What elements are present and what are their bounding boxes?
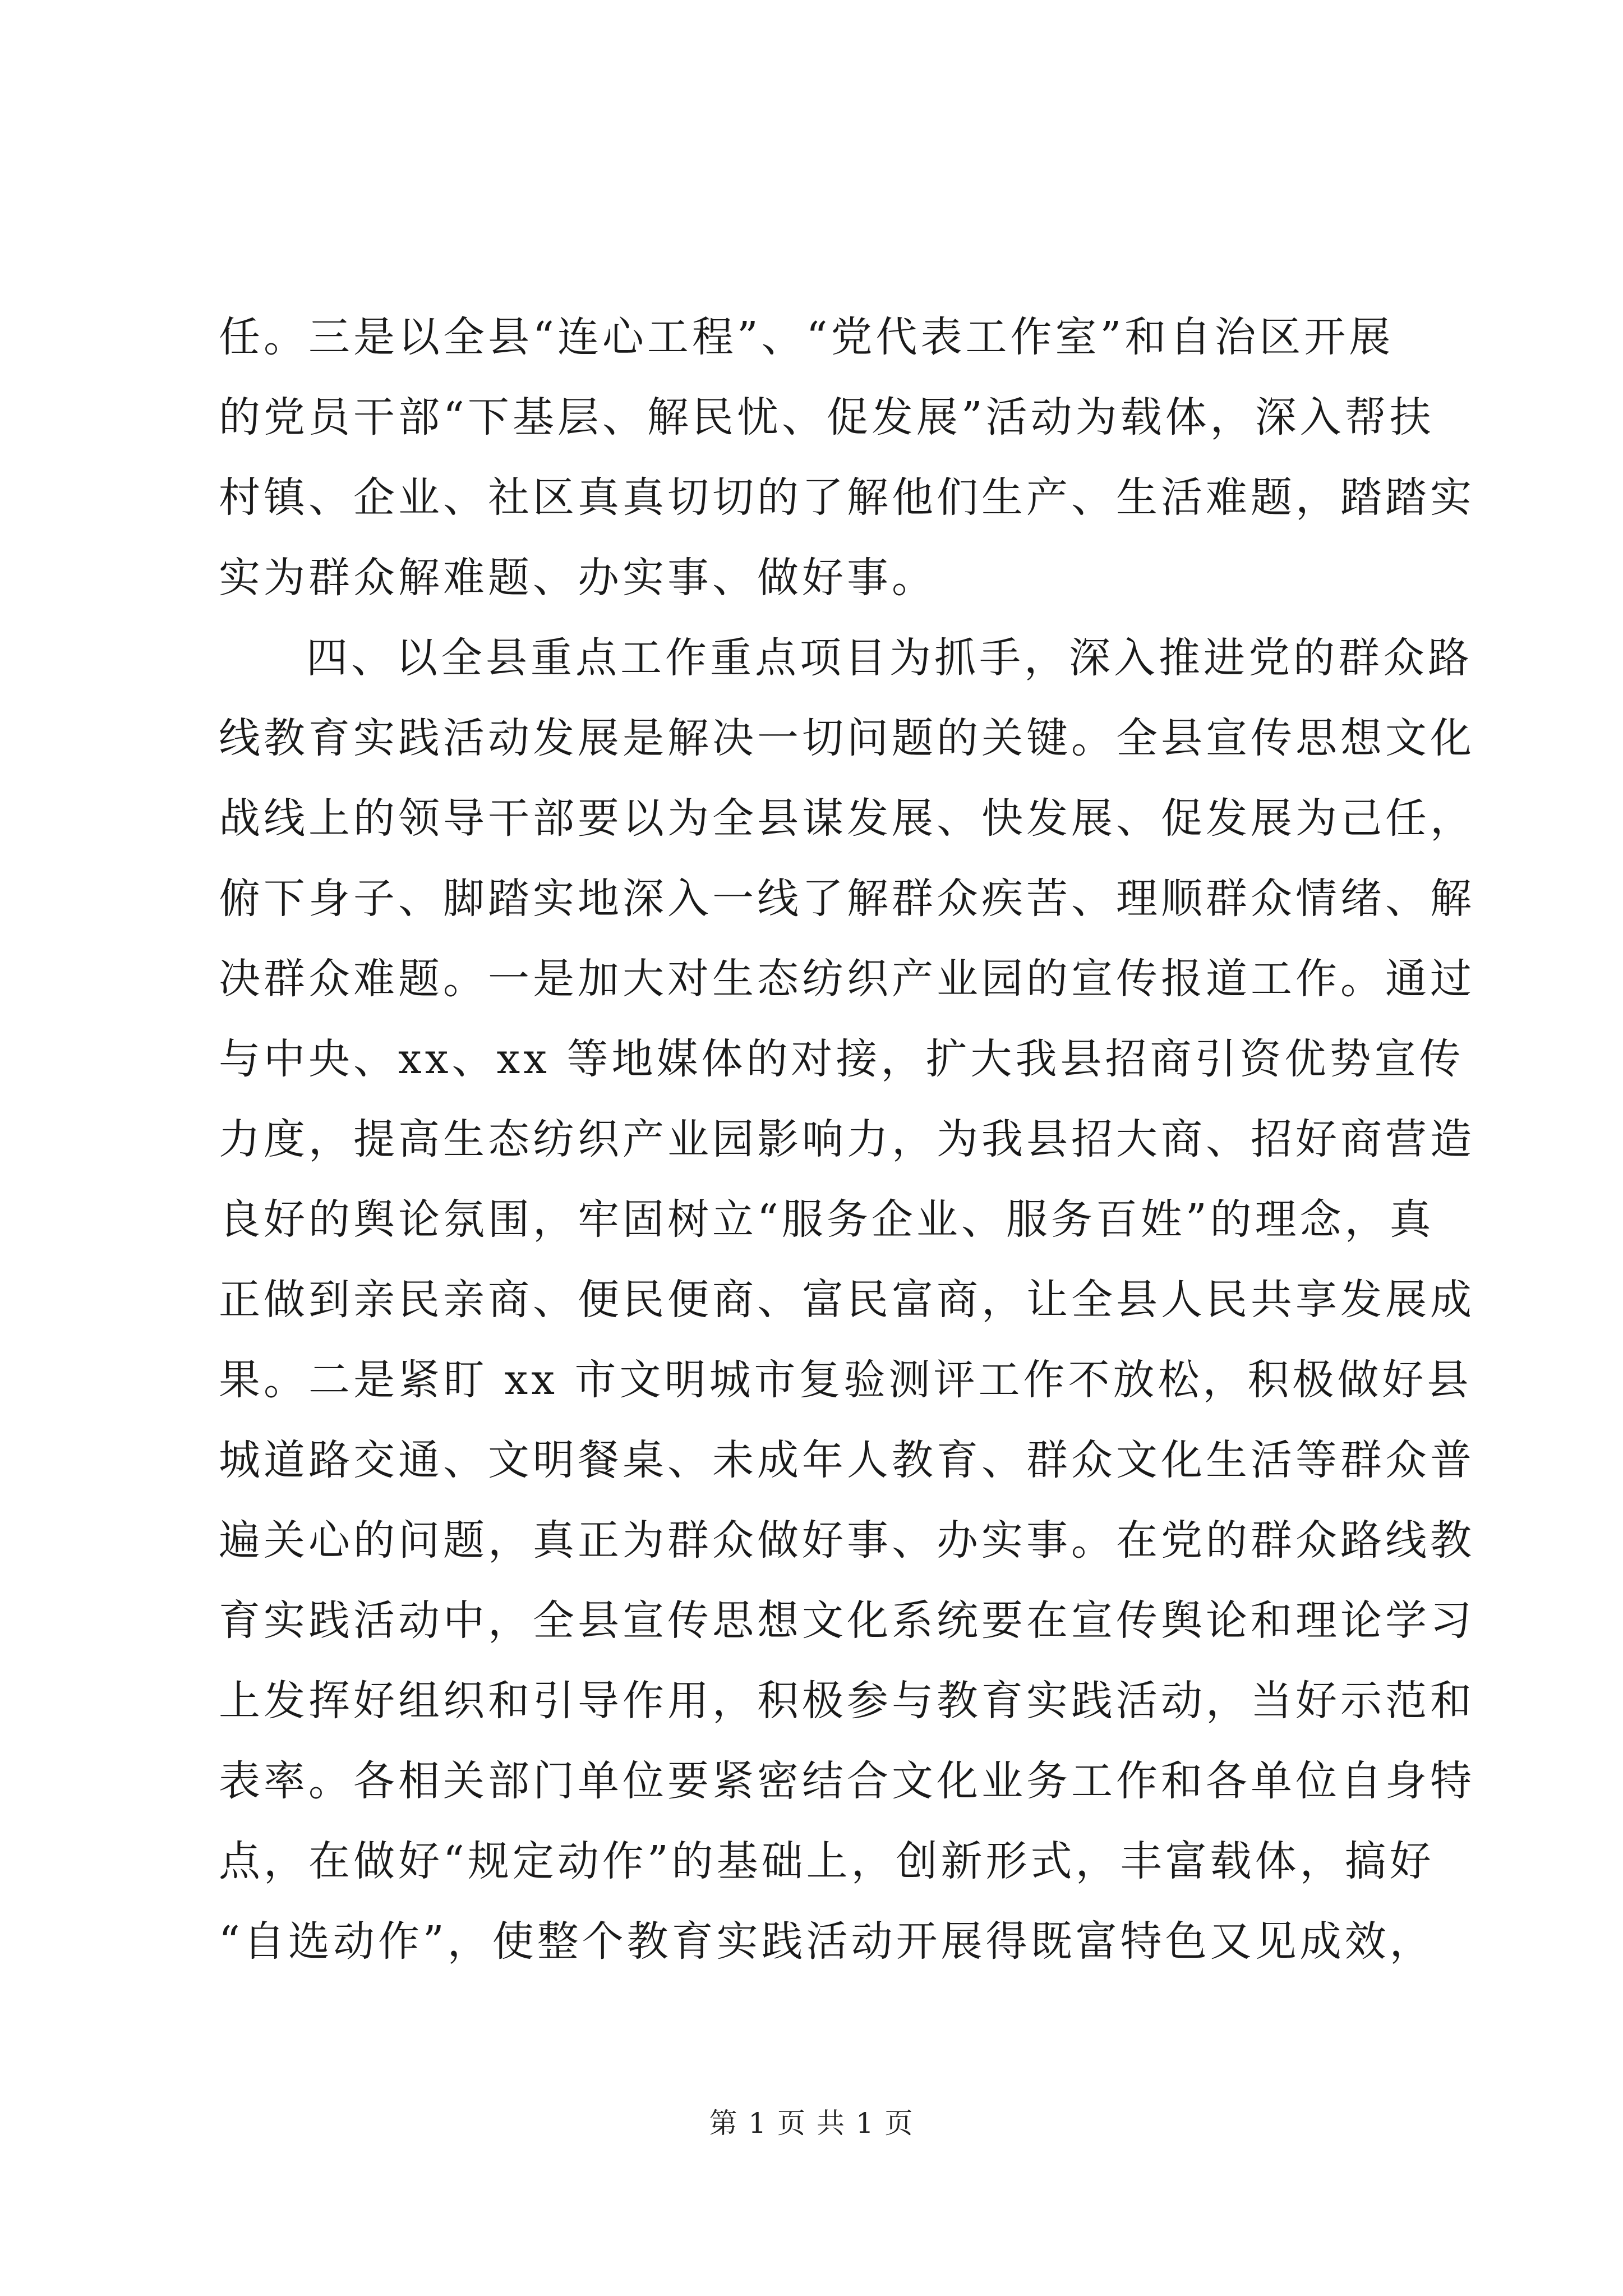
text-line: 正做到亲民亲商、便民便商、富民富商，让全县人民共享发展成 (219, 1276, 1475, 1324)
text-line: “自选动作”，使整个教育实践活动开展得既富特色又见成效， (219, 1917, 1435, 1966)
text-line: 任。三是以全县“连心工程”、“党代表工作室”和自治区开展 (219, 313, 1394, 361)
text-line: 遍关心的问题，真正为群众做好事、办实事。在党的群众路线教 (219, 1516, 1475, 1565)
text-line: 育实践活动中，全县宣传思想文化系统要在宣传舆论和理论学习 (219, 1596, 1475, 1645)
paragraph-start-line: 四、以全县重点工作重点项目为抓手，深入推进党的群众路 (306, 634, 1473, 682)
text-line: 果。二是紧盯 xx 市文明城市复验测评工作不放松，积极做好县 (219, 1356, 1472, 1404)
text-line: 俯下身子、脚踏实地深入一线了解群众疾苦、理顺群众情绪、解 (219, 875, 1475, 923)
text-line: 实为群众解难题、办实事、做好事。 (219, 554, 937, 602)
text-line: 与中央、xx、xx 等地媒体的对接，扩大我县招商引资优势宣传 (219, 1035, 1464, 1083)
page-footer: 第 1 页 共 1 页 (709, 2107, 914, 2139)
text-line: 决群众难题。一是加大对生态纺织产业园的宣传报道工作。通过 (219, 955, 1475, 1003)
document-body (219, 297, 1475, 1982)
text-line: 力度，提高生态纺织产业园影响力，为我县招大商、招好商营造 (219, 1115, 1475, 1163)
text-line: 城道路交通、文明餐桌、未成年人教育、群众文化生活等群众普 (219, 1436, 1475, 1484)
text-line: 表率。各相关部门单位要紧密结合文化业务工作和各单位自身特 (219, 1757, 1475, 1805)
text-line: 点，在做好“规定动作”的基础上，创新形式，丰富载体，搞好 (219, 1837, 1435, 1885)
text-line: 上发挥好组织和引导作用，积极参与教育实践活动，当好示范和 (219, 1677, 1475, 1725)
text-line: 村镇、企业、社区真真切切的了解他们生产、生活难题，踏踏实 (219, 473, 1475, 522)
text-line: 战线上的领导干部要以为全县谋发展、快发展、促发展为己任， (219, 794, 1475, 843)
text-line: 良好的舆论氛围，牢固树立“服务企业、服务百姓”的理念，真 (219, 1195, 1435, 1244)
text-line: 线教育实践活动发展是解决一切问题的关键。全县宣传思想文化 (219, 714, 1475, 762)
text-line: 的党员干部“下基层、解民忧、促发展”活动为载体，深入帮扶 (219, 393, 1435, 441)
